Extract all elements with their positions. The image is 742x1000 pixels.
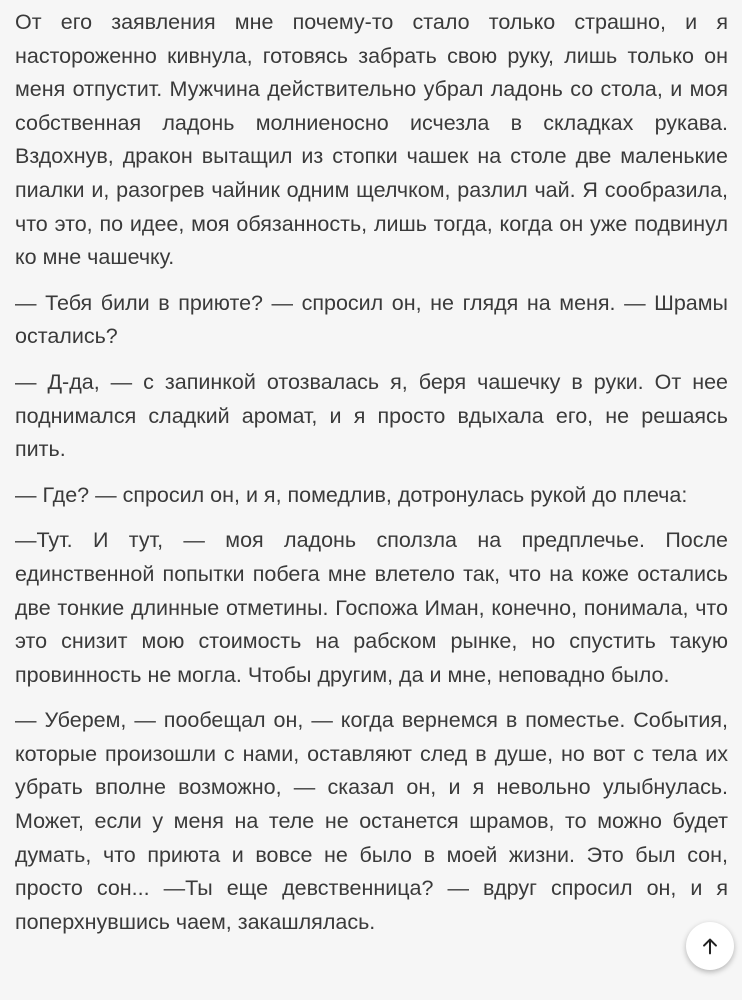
paragraph: — Где? — спросил он, и я, помедлив, дотронулась рукой до плеча: bbox=[15, 482, 688, 507]
paragraph: От его заявления мне почему-то стало только страшно, и я настороженно кивнула, готовясь забрать свою руку, лишь только он меня отпустит. Мужчина действительно убрал ладонь со стола, и моя собственная ладонь молниеносно исчезла в складках рукава. Вздохнув, дракон вытащил из стопки чашек на столе две маленькие пиалки и, разогрев чайник одним щелчком, разлил чай. Я сообразила, что это, по идее, моя обязанность, лишь тогда, когда он уже подвинул ко мне чашечку. bbox=[15, 10, 728, 270]
reader-text bbox=[15, 6, 728, 951]
scroll-to-top-button[interactable] bbox=[686, 922, 734, 970]
paragraph: — Тебя били в приюте? — спросил он, не глядя на меня. — Шрамы остались? bbox=[15, 290, 728, 349]
paragraph: —Тут. И тут, — моя ладонь сползла на предплечье. После единственной попытки побега мне влетело так, что на коже остались две тонкие длинные отметины. Госпожа Иман, конечно, понимала, что это снизит мою стоимость на рабском рынке, но спустить такую провинность не могла. Чтобы другим, да и мне, неповадно было. bbox=[15, 528, 728, 687]
arrow-up-icon bbox=[699, 935, 721, 957]
paragraph: — Д-да, — с запинкой отозвалась я, беря чашечку в руки. От нее поднимался сладкий аромат, и я просто вдыхала его, не решаясь пить. bbox=[15, 369, 728, 462]
paragraph: — Уберем, — пообещал он, — когда вернемся в поместье. События, которые произошли с нами, оставляют след в душе, но вот с тела их убрать вполне возможно, — сказал он, и я невольно улыбнулась. Может, если у меня на теле не останется шрамов, то можно будет думать, что приюта и вовсе не было в моей жизни. Это был сон, просто сон... —Ты еще девственница? — вдруг спросил он, и я поперхнувшись чаем, закашлялась. bbox=[15, 708, 728, 934]
